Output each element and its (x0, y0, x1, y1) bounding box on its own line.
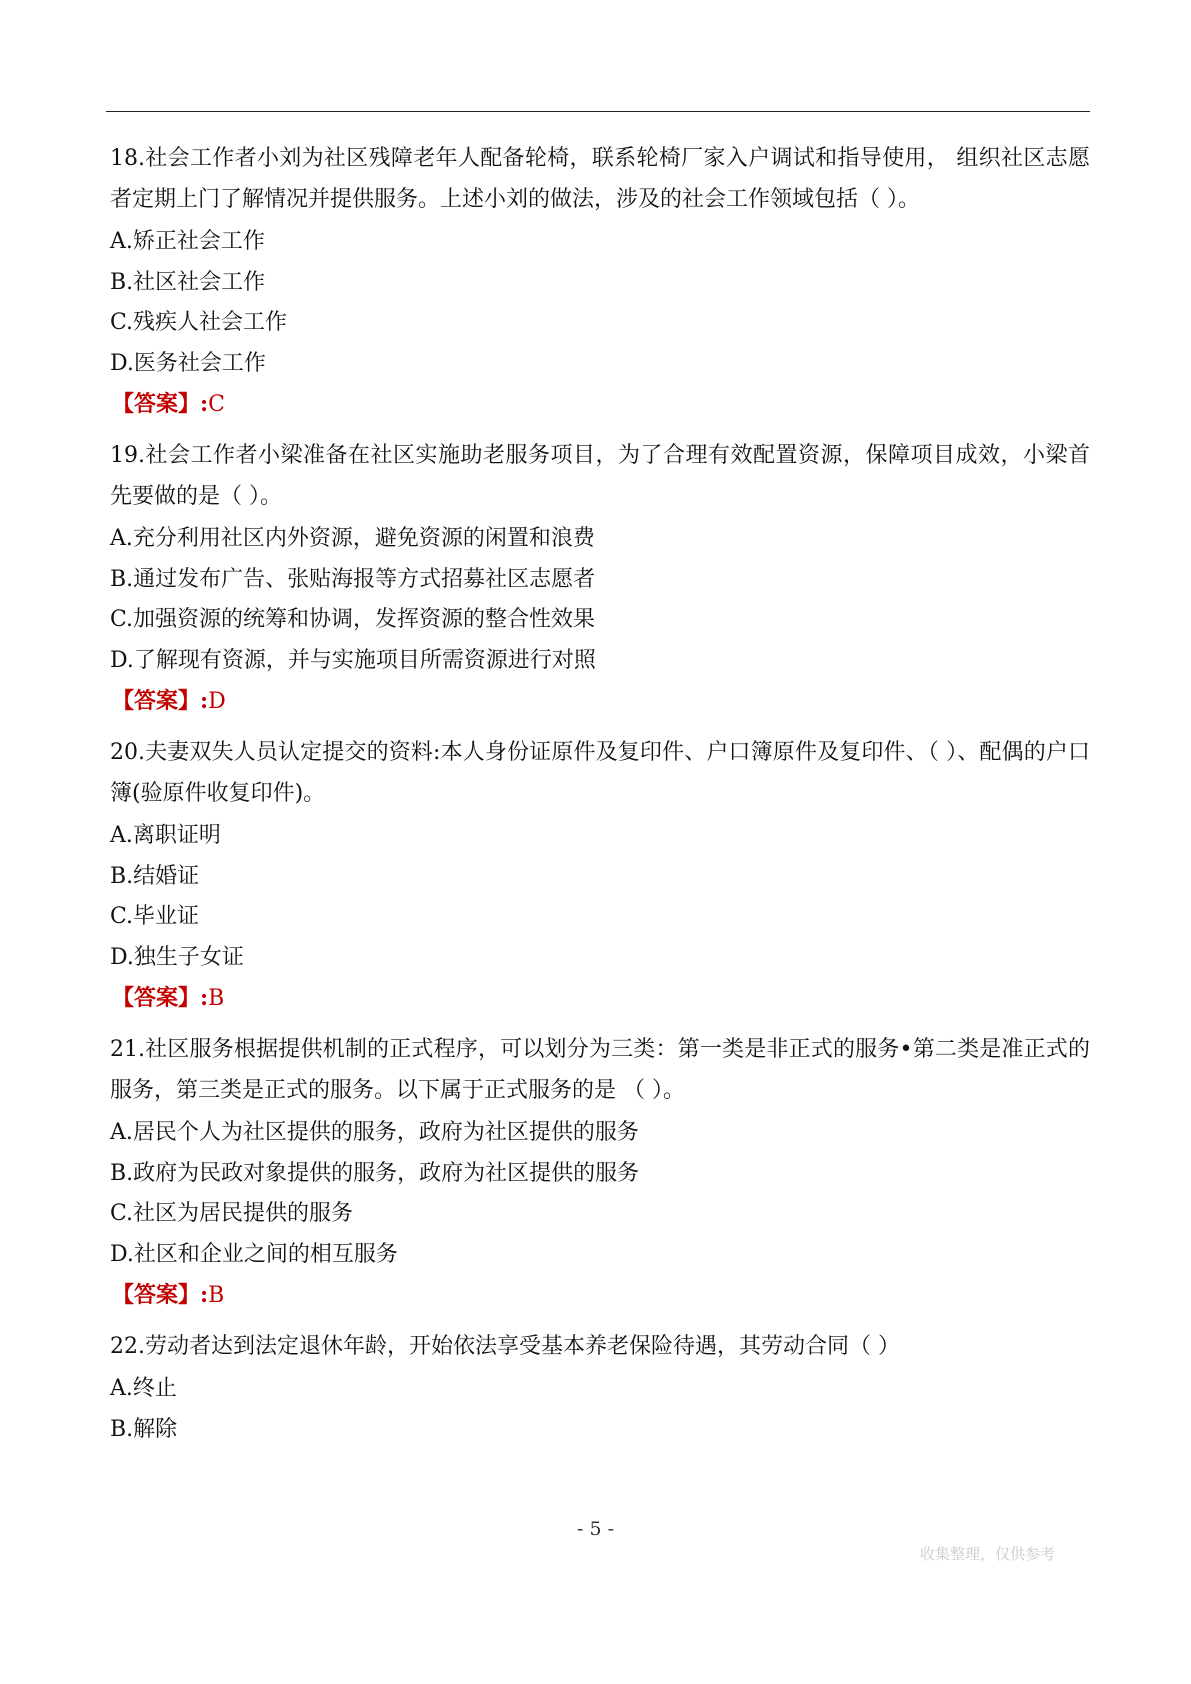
answer-value: B (208, 986, 225, 1011)
answer-line (110, 1275, 1090, 1316)
question-text: 18.社会工作者小刘为社区残障老年人配备轮椅，联系轮椅厂家入户调试和指导使用， 组织社区志愿者定期上门了解情况并提供服务。上述小刘的做法，涉及的社会工作领域包括（ ）。 (110, 146, 1090, 212)
answer-value: D (208, 689, 226, 714)
answer-label: 【答案】: (112, 985, 209, 1011)
question-text: 20.夫妻双失人员认定提交的资料:本人身份证原件及复印件、户口簿原件及复印件、（ ）、配偶的户口簿(验原件收复印件)。 (110, 740, 1090, 806)
question-20 (110, 732, 1090, 1019)
answer-value: B (208, 1283, 225, 1308)
answer-value: C (208, 392, 225, 417)
option-a: A.充分利用社区内外资源，避免资源的闲置和浪费 (110, 526, 595, 551)
answer-line (110, 384, 1090, 425)
option-c: C.社区为居民提供的服务 (110, 1201, 354, 1226)
option-c: C.毕业证 (110, 904, 200, 929)
option-a: A.离职证明 (110, 823, 221, 848)
answer-line (110, 681, 1090, 722)
page-number: - 5 - (576, 1518, 614, 1540)
option-a: A.矫正社会工作 (110, 229, 265, 254)
option-b: B.通过发布广告、张贴海报等方式招募社区志愿者 (110, 566, 596, 592)
option-a: A.终止 (110, 1376, 177, 1401)
option-d: D.医务社会工作 (110, 350, 266, 376)
answer-label: 【答案】: (112, 688, 209, 714)
option-b: B.解除 (110, 1416, 178, 1442)
document-body (110, 138, 1090, 1450)
option-d: D.社区和企业之间的相互服务 (110, 1241, 398, 1267)
question-text: 19.社会工作者小梁准备在社区实施助老服务项目，为了合理有效配置资源，保障项目成效，小梁首先要做的是（ ）。 (110, 443, 1090, 509)
option-c: C.加强资源的统筹和协调，发挥资源的整合性效果 (110, 607, 596, 632)
question-22 (110, 1326, 1090, 1450)
question-18 (110, 138, 1090, 425)
answer-label: 【答案】: (112, 1282, 209, 1308)
question-text: 22.劳动者达到法定退休年龄，开始依法享受基本养老保险待遇，其劳动合同（ ） (110, 1334, 900, 1359)
option-b: B.社区社会工作 (110, 269, 266, 295)
option-d: D.了解现有资源，并与实施项目所需资源进行对照 (110, 647, 596, 673)
option-b: B.结婚证 (110, 863, 200, 889)
header-rule (106, 111, 1090, 112)
question-21 (110, 1029, 1090, 1316)
question-text: 21.社区服务根据提供机制的正式程序，可以划分为三类：第一类是非正式的服务•第二类是准正式的服务，第三类是正式的服务。以下属于正式服务的是 （ ）。 (110, 1037, 1090, 1103)
answer-line (110, 978, 1090, 1019)
question-19 (110, 435, 1090, 722)
option-a: A.居民个人为社区提供的服务，政府为社区提供的服务 (110, 1120, 639, 1145)
answer-label: 【答案】: (112, 391, 209, 417)
option-b: B.政府为民政对象提供的服务，政府为社区提供的服务 (110, 1160, 640, 1186)
footer-watermark: 收集整理，仅供参考 (920, 1545, 1056, 1563)
option-c: C.残疾人社会工作 (110, 310, 288, 335)
option-d: D.独生子女证 (110, 944, 244, 970)
